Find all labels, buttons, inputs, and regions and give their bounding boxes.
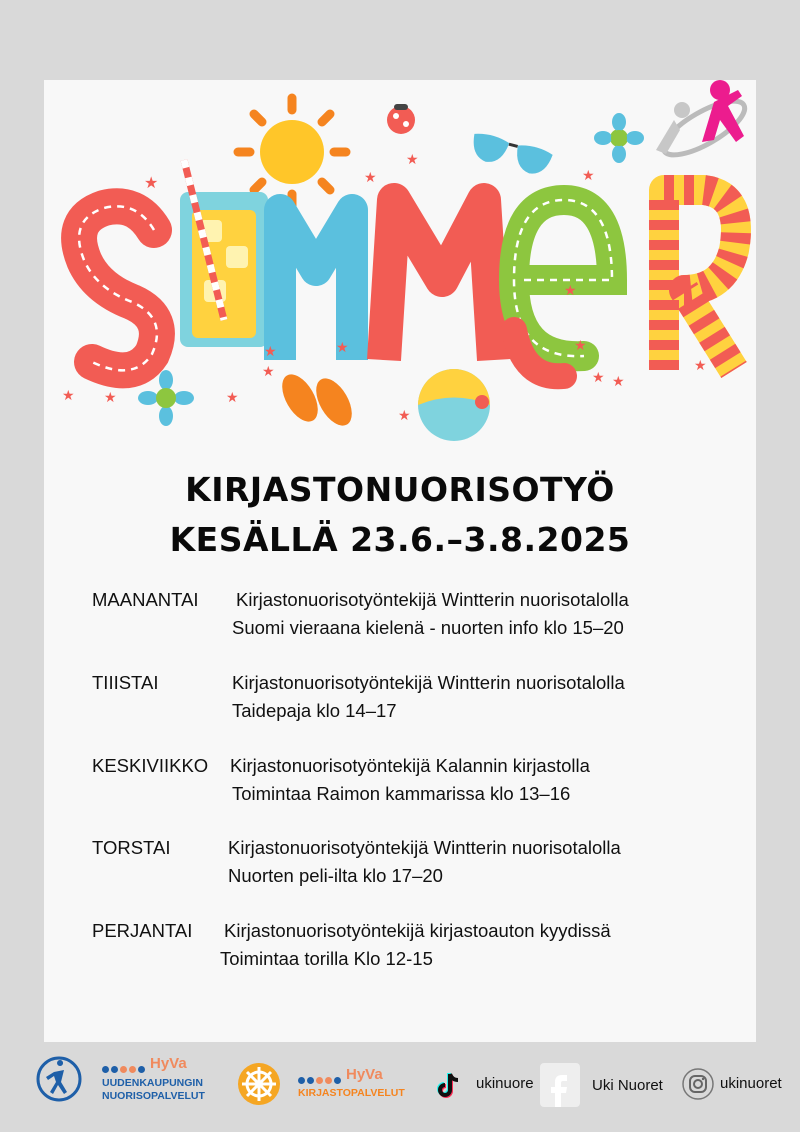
- activity-line: Kirjastonuorisotyöntekijä Wintterin nuorisotalolla: [232, 672, 625, 693]
- activity-line: Kirjastonuorisotyöntekijä Kalannin kirjastolla: [230, 755, 590, 776]
- svg-text:★: ★: [364, 169, 377, 185]
- dancer-icon: [656, 80, 752, 165]
- letter-e: [514, 200, 612, 376]
- activity-line: Kirjastonuorisotyöntekijä Wintterin nuorisotalolla: [228, 837, 621, 858]
- svg-text:★: ★: [592, 369, 605, 385]
- svg-text:★: ★: [144, 175, 159, 192]
- sun-icon: [238, 98, 346, 206]
- art-word: SUMMER: [44, 80, 49, 81]
- youth-services-logo-icon: [36, 1056, 82, 1102]
- instagram-handle[interactable]: ukinuoret: [720, 1075, 782, 1092]
- tiktok-icon[interactable]: [434, 1071, 462, 1101]
- day-label: TIIISTAI: [92, 672, 159, 693]
- svg-text:★: ★: [336, 339, 349, 355]
- svg-text:★: ★: [564, 282, 577, 298]
- day-label: PERJANTAI: [92, 920, 193, 941]
- activity-detail: Toimintaa Raimon kammarissa klo 13–16: [232, 783, 571, 804]
- flower-icon: [594, 113, 644, 163]
- letter-m-blue: [280, 210, 352, 360]
- letter-m-red: [384, 200, 494, 360]
- tiktok-handle[interactable]: ukinuore: [476, 1075, 534, 1092]
- hyva-brand: HyVa: [346, 1066, 383, 1083]
- page-title-line1: KIRJASTONUORISOTYÖ: [185, 470, 615, 509]
- logo1-line1: UUDENKAUPUNGIN: [102, 1077, 203, 1089]
- activity-detail: Toimintaa torilla Klo 12-15: [220, 948, 433, 969]
- activity-detail: Taidepaja klo 14–17: [232, 700, 397, 721]
- svg-text:★: ★: [398, 407, 411, 423]
- day-label: TORSTAI: [92, 837, 171, 858]
- svg-text:★: ★: [62, 387, 75, 403]
- activity-line: Kirjastonuorisotyöntekijä Wintterin nuorisotalolla: [236, 589, 629, 610]
- footer: [0, 1045, 800, 1132]
- day-label: KESKIVIIKKO: [92, 755, 209, 776]
- activity-line: Kirjastonuorisotyöntekijä kirjastoauton kyydissä: [224, 920, 611, 941]
- svg-text:★: ★: [264, 343, 277, 359]
- svg-text:★: ★: [694, 357, 707, 373]
- hyva-brand: HyVa: [150, 1055, 187, 1072]
- activity-detail: Suomi vieraana kielenä - nuorten info klo 15–20: [232, 617, 624, 638]
- svg-text:★: ★: [262, 363, 275, 379]
- svg-text:★: ★: [104, 389, 117, 405]
- svg-text:★: ★: [406, 151, 419, 167]
- svg-text:★: ★: [612, 373, 625, 389]
- summer-illustration: [44, 80, 756, 450]
- flip-flops-icon: [275, 368, 359, 431]
- brand-dots: [102, 1060, 147, 1078]
- sunglasses-icon: [468, 131, 553, 178]
- ladybug-icon: [387, 104, 415, 134]
- beach-ball-icon: [418, 369, 490, 441]
- instagram-icon[interactable]: [682, 1068, 714, 1100]
- svg-text:★: ★: [226, 389, 239, 405]
- facebook-icon[interactable]: [540, 1063, 580, 1107]
- svg-text:★: ★: [574, 337, 587, 353]
- logo1-line2: NUORISOPALVELUT: [102, 1090, 205, 1102]
- facebook-handle[interactable]: Uki Nuoret: [592, 1077, 663, 1094]
- letter-r: [664, 190, 736, 370]
- day-label: MAANANTAI: [92, 589, 199, 610]
- page-title-line2: KESÄLLÄ 23.6.–3.8.2025: [169, 520, 631, 559]
- logo2-line1: KIRJASTOPALVELUT: [298, 1087, 405, 1099]
- activity-detail: Nuorten peli-ilta klo 17–20: [228, 865, 443, 886]
- svg-text:★: ★: [582, 167, 595, 183]
- library-logo-icon: [236, 1061, 282, 1107]
- poster-card: [44, 80, 756, 1042]
- letter-s: [79, 206, 157, 370]
